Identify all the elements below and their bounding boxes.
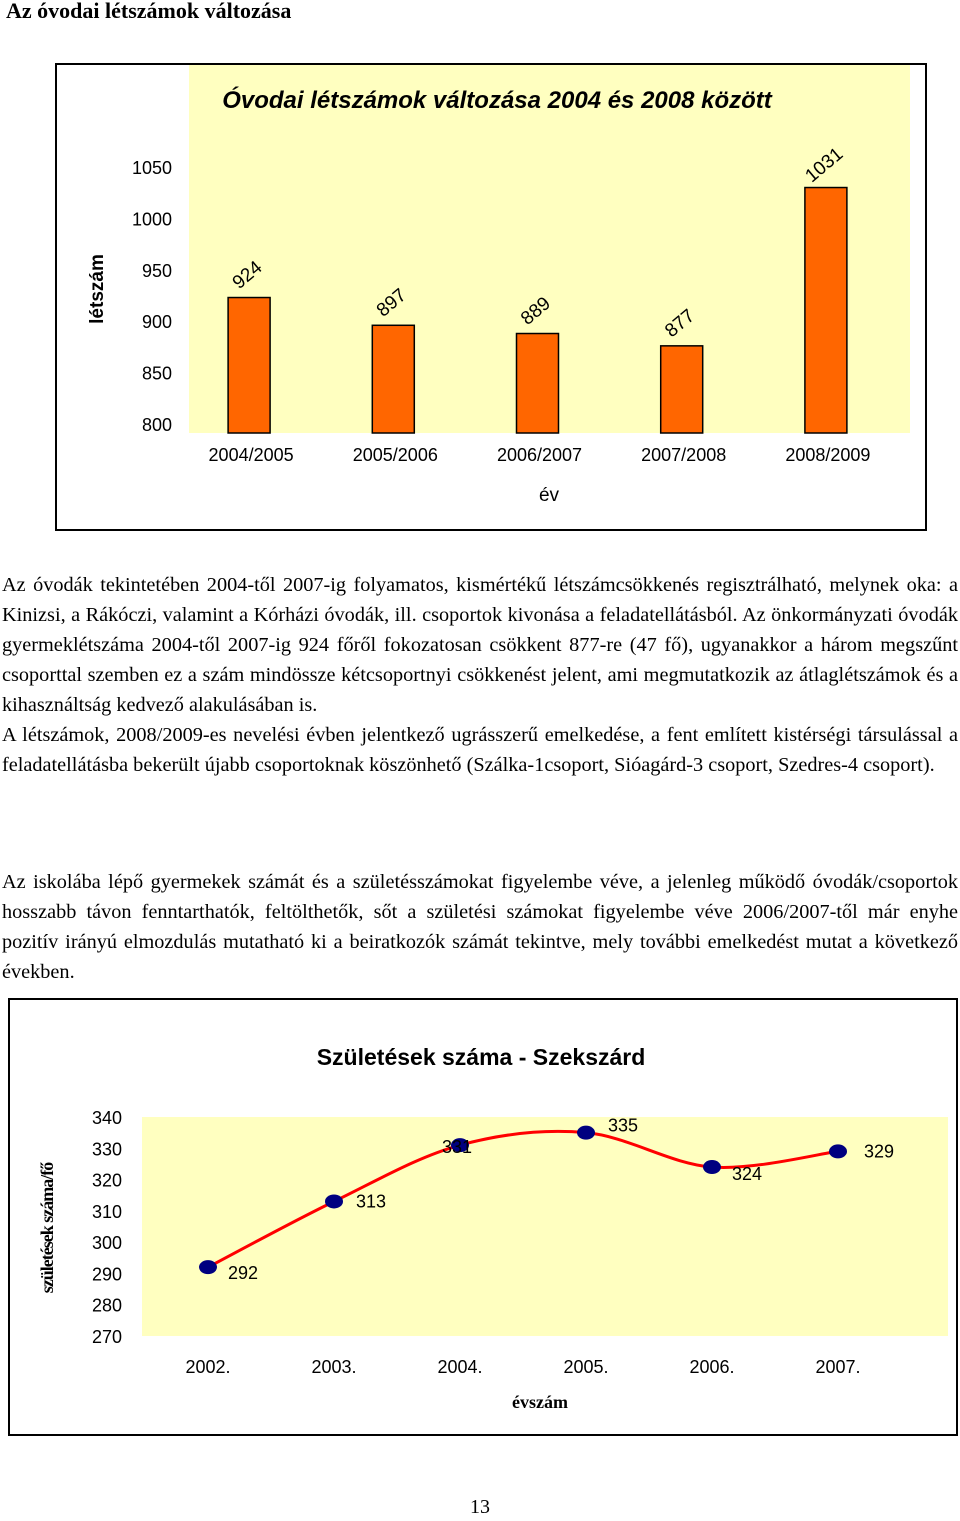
data-label: 292 (228, 1263, 259, 1284)
x-tick-label: 2004. (437, 1357, 483, 1377)
x-tick-label: 2005/2006 (352, 445, 438, 465)
x-tick-label: 2007/2008 (641, 445, 727, 465)
plot-area (142, 1117, 948, 1336)
chart-title: Óvodai létszámok változása 2004 és 2008 között (222, 87, 772, 114)
data-label: 1031 (801, 143, 848, 187)
y-tick-label: 900 (141, 312, 172, 333)
bar-chart-svg (57, 65, 925, 529)
x-tick-label: 2005. (563, 1357, 609, 1377)
page-number: 13 (470, 1496, 490, 1518)
y-tick-label: 950 (141, 260, 172, 281)
data-point (577, 1126, 595, 1140)
data-label: 897 (372, 284, 411, 322)
y-tick-label: 800 (141, 415, 172, 435)
paragraph-1: Az óvodák tekintetében 2004-től 2007-ig folyamatos, kismértékű létszámcsökkenés regisztrálható, melynek oka: a Kinizsi, a Rákóczi, valamint a Kórházi óvodák, ill. csoportok kivonása a feladatellátásból. (2, 574, 958, 626)
y-axis-label: születések száma/fő (37, 1162, 57, 1294)
y-tick-label: 300 (91, 1233, 122, 1254)
bar (805, 188, 847, 433)
x-axis-label: évszám (512, 1392, 568, 1412)
bar (661, 346, 703, 433)
paragraph-4: Az iskolába lépő gyermekek számát és a születésszámokat figyelembe véve, a jelenleg működő óvodák/csoportok hosszabb távon fenntarthatók, feltölthetők, sőt a születési számokat figyelembe véve 2006/2007-től már enyhe pozitív irányú elmozdulás mutatható ki a beiratkozók számát tekintve, mely további emelkedést mutat a következő években. (2, 871, 958, 983)
data-label: 877 (661, 305, 700, 342)
x-tick-label: 2002. (185, 1357, 231, 1377)
bar (228, 298, 270, 433)
y-tick-label: 850 (141, 363, 172, 384)
y-tick-label: 1000 (131, 209, 172, 230)
y-tick-label: 280 (91, 1295, 122, 1316)
bar (372, 325, 414, 433)
bar (517, 334, 559, 433)
data-label: 324 (732, 1164, 763, 1185)
paragraph-2: Az önkormányzati óvodák gyermeklétszáma 2004-től 2007-ig 924 főről fokozatosan csökkent 877-re (47 fő), ugyanakkor a három megszűnt csoporttal szemben ez a szám mindössze kétcsoportnyi csökkenést jelent, ami megmutatkozik az átlaglétszámok és a kihasználtság kedvező alakulásában is. (2, 604, 958, 716)
data-label: 335 (608, 1115, 639, 1136)
data-label: 924 (228, 257, 267, 294)
section-heading: Az óvodai létszámok változása (6, 0, 292, 23)
x-axis-label: év (538, 485, 560, 506)
data-label: 313 (356, 1191, 387, 1212)
y-tick-label: 320 (91, 1170, 122, 1191)
data-label: 331 (442, 1137, 473, 1158)
data-label: 329 (864, 1141, 895, 1162)
y-tick-label: 330 (91, 1139, 122, 1160)
data-point (325, 1194, 343, 1208)
x-tick-label: 2007. (815, 1357, 861, 1377)
y-axis-label: létszám (87, 254, 108, 324)
data-point (703, 1160, 721, 1174)
y-tick-label: 310 (91, 1201, 122, 1222)
x-tick-label: 2008/2009 (785, 445, 871, 465)
x-tick-label: 2006/2007 (496, 445, 583, 465)
line-chart-births (8, 998, 958, 1436)
body-text-1 (2, 570, 958, 780)
chart-title: Születések száma - Szekszárd (316, 1044, 646, 1070)
body-text-2 (2, 867, 958, 987)
data-point (199, 1260, 217, 1274)
x-tick-label: 2006. (689, 1357, 735, 1377)
paragraph-3: A létszámok, 2008/2009-es nevelési évben jelentkező ugrásszerű emelkedése, a fent említett kistérségi társulással a feladatellátásba bekerült újabb csoportoknak köszönhető (Szálka-1csoport, Sióagárd-3 csoport, Szedres-4 csoport). (2, 724, 958, 776)
data-label: 889 (517, 293, 555, 330)
line-chart-svg (10, 1000, 956, 1434)
bar-chart-enrollment (55, 63, 927, 531)
y-tick-label: 340 (91, 1108, 122, 1128)
y-tick-label: 1050 (131, 158, 172, 178)
x-tick-label: 2004/2005 (208, 445, 294, 465)
y-tick-label: 270 (91, 1327, 122, 1347)
x-tick-label: 2003. (311, 1357, 357, 1377)
data-point (829, 1144, 847, 1158)
y-tick-label: 290 (91, 1264, 122, 1285)
